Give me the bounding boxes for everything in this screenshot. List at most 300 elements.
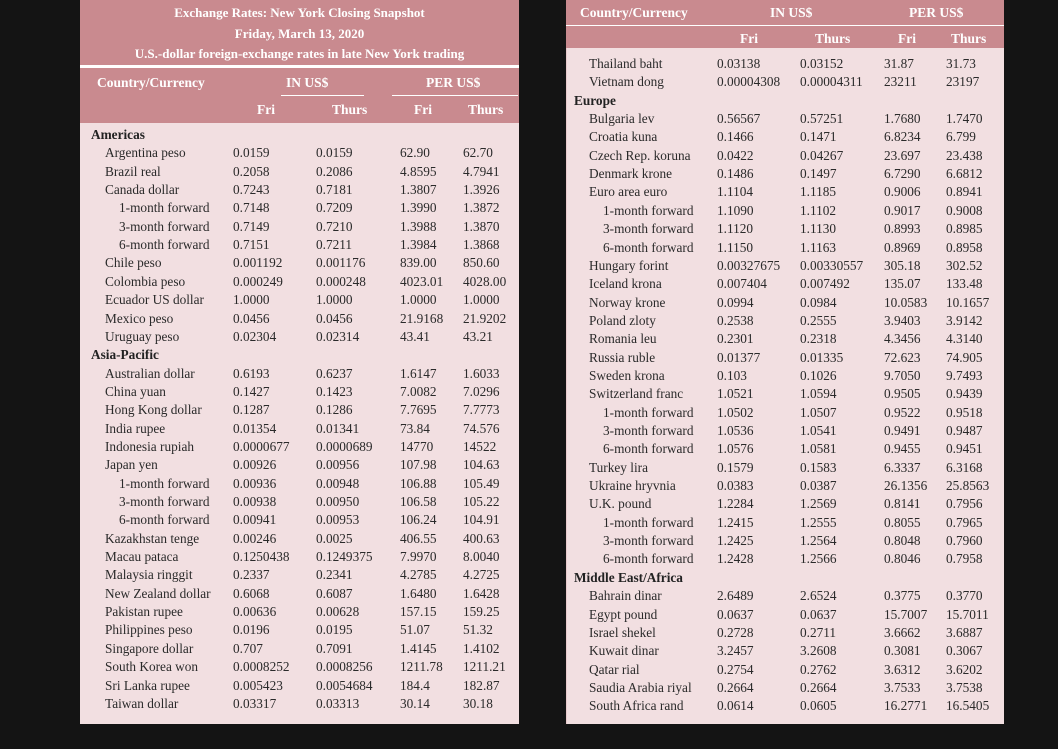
in-usd-thurs-cell: 0.0025 [316,530,353,546]
per-usd-fri-cell: 0.3081 [884,643,921,659]
in-usd-thurs-cell: 0.2555 [800,312,837,328]
per-usd-thurs-cell: 105.49 [463,475,500,491]
per-usd-thurs-cell: 3.6887 [946,624,983,640]
per-usd-fri-cell: 1211.78 [400,659,443,675]
country-currency-cell: Ukraine hryvnia [589,478,676,494]
in-usd-thurs-cell: 0.00330557 [800,257,864,273]
in-usd-thurs-cell: 0.007492 [800,276,850,292]
in-usd-fri-cell: 1.0536 [717,423,754,438]
per-usd-fri-cell: 62.90 [400,145,430,161]
table-row [80,163,519,181]
in-usd-fri-cell: 1.2284 [717,496,754,512]
country-currency-cell: Colombia peso [105,273,186,289]
per-usd-thurs-cell: 51.32 [463,622,493,638]
per-usd-fri-cell: 0.9505 [884,386,921,402]
in-usd-fri-cell: 0.56567 [717,111,761,127]
header-in-thurs: Thurs [332,102,368,117]
per-usd-fri-cell: 1.0000 [400,292,437,308]
section-label: Americas [91,127,145,142]
country-currency-cell: 6-month forward [603,239,694,255]
per-usd-fri-cell: 839.00 [400,255,437,271]
per-usd-fri-cell: 7.9970 [400,549,437,565]
in-usd-fri-cell: 0.005423 [233,677,283,693]
in-usd-fri-cell: 0.6068 [233,585,270,601]
per-usd-thurs-cell: 0.3067 [946,643,983,659]
per-usd-fri-cell: 0.9455 [884,441,921,457]
in-usd-thurs-cell: 0.0387 [800,478,837,494]
per-usd-fri-cell: 9.7050 [884,367,921,383]
country-currency-cell: U.K. pound [589,496,652,512]
country-currency-cell: Switzerland franc [589,386,684,402]
in-usd-fri-cell: 0.7149 [233,218,270,234]
in-usd-thurs-cell: 0.1249375 [316,549,373,565]
country-currency-cell: New Zealand dollar [105,585,211,601]
in-usd-thurs-cell: 0.0000689 [316,438,373,454]
in-usd-thurs-cell: 0.0605 [800,698,837,714]
country-currency-cell: Saudia Arabia riyal [589,679,692,695]
per-usd-thurs-cell: 0.9487 [946,423,983,438]
in-usd-thurs-cell: 1.1102 [800,202,837,218]
table-row [80,144,519,162]
per-usd-fri-cell: 23.697 [884,147,921,163]
table-row [80,291,519,309]
table-row [80,383,519,401]
table-row [567,495,1004,513]
table-header [80,68,519,123]
in-usd-thurs-cell: 0.7181 [316,182,353,198]
table-row [567,110,1004,128]
per-usd-thurs-cell: 7.0296 [463,383,500,399]
header-in-usd: IN US$ [770,5,813,20]
country-currency-cell: Bahrain dinar [589,588,662,604]
in-usd-thurs-cell: 2.6524 [800,588,837,604]
in-usd-fri-cell: 1.1090 [717,202,754,218]
per-usd-fri-cell: 1.3807 [400,182,437,198]
in-usd-thurs-cell: 1.1163 [800,239,837,255]
per-usd-fri-cell: 14770 [400,438,434,454]
table-row [567,183,1004,201]
in-usd-fri-cell: 0.1486 [717,166,754,182]
per-usd-thurs-cell: 1.3868 [463,237,500,253]
in-usd-thurs-cell: 0.2711 [800,624,837,640]
in-usd-fri-cell: 1.0000 [233,292,270,308]
table-row [567,165,1004,183]
header-per-usd: PER US$ [426,75,481,90]
in-usd-fri-cell: 0.0456 [233,310,270,326]
country-currency-cell: Euro area euro [589,184,668,200]
per-usd-thurs-cell: 74.576 [463,420,500,436]
per-usd-fri-cell: 43.41 [400,328,430,344]
per-usd-fri-cell: 21.9168 [400,310,444,326]
country-currency-cell: Pakistan rupee [105,604,183,620]
table-row [567,422,1004,440]
country-currency-cell: 6-month forward [603,441,694,457]
section-header [80,126,519,144]
in-usd-fri-cell: 0.00941 [233,512,277,528]
table-row [80,548,519,566]
table-row [80,273,519,291]
per-usd-fri-cell: 1.3990 [400,200,437,216]
per-usd-thurs-cell: 21.9202 [463,310,507,326]
per-usd-fri-cell: 73.84 [400,420,430,436]
table-row [567,55,1004,73]
in-usd-fri-cell: 0.01377 [717,349,761,365]
in-usd-fri-cell: 0.001192 [233,255,283,271]
table-row [80,420,519,438]
in-usd-thurs-cell: 0.1471 [800,129,837,145]
per-usd-thurs-cell: 159.25 [463,604,500,620]
per-usd-fri-cell: 0.8046 [884,551,921,567]
per-usd-thurs-cell: 1.3872 [463,200,500,216]
table-row [567,550,1004,568]
header-in-thurs: Thurs [815,31,851,46]
in-usd-fri-cell: 0.0383 [717,478,754,494]
in-usd-fri-cell: 0.7148 [233,200,270,216]
table-row [80,511,519,529]
per-usd-fri-cell: 1.7680 [884,111,921,127]
per-usd-thurs-cell: 850.60 [463,255,500,271]
header-in-fri: Fri [257,102,275,117]
in-usd-thurs-cell: 0.0637 [800,606,837,622]
table-body [80,123,519,724]
country-currency-cell: Egypt pound [589,606,658,622]
in-usd-fri-cell: 0.0637 [717,606,754,622]
per-usd-thurs-cell: 1.7470 [946,111,983,127]
in-usd-fri-cell: 0.1287 [233,402,270,418]
country-currency-cell: Russia ruble [589,349,656,365]
in-usd-thurs-cell: 1.2566 [800,551,837,567]
in-usd-fri-cell: 0.6193 [233,365,270,381]
country-currency-cell: Australian dollar [105,365,195,381]
per-usd-thurs-cell: 74.905 [946,349,983,365]
in-usd-thurs-cell: 0.04267 [800,147,844,163]
in-usd-fri-cell: 0.2058 [233,163,270,179]
table-row [567,275,1004,293]
table-row [80,475,519,493]
table-title-block [80,0,519,65]
table-row [80,530,519,548]
table-row [567,514,1004,532]
per-usd-fri-cell: 30.14 [400,695,430,711]
per-usd-thurs-cell: 1211.21 [463,659,506,675]
per-usd-thurs-cell: 1.4102 [463,640,500,656]
per-usd-fri-cell: 15.7007 [884,606,928,622]
per-usd-thurs-cell: 0.8985 [946,221,983,237]
table-row [80,640,519,658]
table-row [567,73,1004,91]
in-usd-fri-cell: 0.1579 [717,459,754,475]
per-usd-thurs-cell: 105.22 [463,494,500,509]
in-usd-thurs-cell: 0.7209 [316,200,353,216]
per-usd-thurs-cell: 0.8941 [946,184,983,200]
country-currency-cell: 3-month forward [603,533,694,549]
header-per-thurs: Thurs [951,31,987,46]
in-usd-fri-cell: 1.0576 [717,441,754,457]
per-usd-fri-cell: 1.3984 [400,237,437,253]
in-usd-thurs-cell: 0.2318 [800,331,837,347]
per-usd-thurs-cell: 3.6202 [946,661,983,677]
in-usd-thurs-cell: 0.001176 [316,255,366,271]
in-usd-fri-cell: 0.2664 [717,679,754,695]
country-currency-cell: 3-month forward [603,423,694,438]
per-usd-thurs-cell: 133.48 [946,276,983,292]
country-currency-cell: Sri Lanka rupee [105,677,190,693]
per-usd-fri-cell: 6.7290 [884,166,921,182]
header-per-thurs: Thurs [468,102,504,117]
per-usd-thurs-cell: 6.799 [946,129,976,145]
country-currency-cell: Thailand baht [589,56,663,71]
header-per-fri: Fri [414,102,432,117]
in-usd-fri-cell: 1.1104 [717,184,754,200]
table-row [80,493,519,511]
country-currency-cell: 1-month forward [603,404,694,420]
header-per-usd: PER US$ [909,5,964,20]
section-label: Asia-Pacific [91,347,159,363]
table-row [567,312,1004,330]
country-currency-cell: Croatia kuna [589,129,658,145]
per-usd-thurs-cell: 1.3926 [463,182,500,198]
in-usd-fri-cell: 1.0502 [717,404,754,420]
in-usd-thurs-cell: 0.1497 [800,166,837,182]
per-usd-thurs-cell: 0.7956 [946,496,983,512]
in-usd-thurs-cell: 1.2569 [800,496,837,512]
in-usd-fri-cell: 0.7243 [233,182,270,198]
table-row [80,199,519,217]
country-currency-cell: Canada dollar [105,182,180,198]
in-usd-thurs-cell: 0.6087 [316,585,353,601]
table-row [80,236,519,254]
per-usd-thurs-cell: 23197 [946,74,980,90]
table-row [567,147,1004,165]
country-currency-cell: Bulgaria lev [589,111,655,127]
in-usd-thurs-cell: 1.0000 [316,292,353,308]
in-usd-thurs-cell: 1.0541 [800,423,837,438]
in-usd-thurs-cell: 0.2086 [316,163,353,179]
country-currency-cell: Romania leu [589,331,657,347]
country-currency-cell: Kazakhstan tenge [105,530,200,546]
table-row [80,677,519,695]
table-row [80,401,519,419]
country-currency-cell: 1-month forward [119,475,210,491]
table-row [80,585,519,603]
in-usd-fri-cell: 2.6489 [717,588,754,604]
table-row [80,658,519,676]
table-row [567,202,1004,220]
in-usd-fri-cell: 0.2301 [717,331,754,347]
per-usd-thurs-cell: 25.8563 [946,478,990,494]
in-usd-rule [281,95,364,96]
country-currency-cell: Sweden krona [589,367,665,383]
per-usd-thurs-cell: 23.438 [946,147,983,163]
table-row [567,404,1004,422]
header-rule [566,25,1004,26]
header-country-currency: Country/Currency [580,5,688,20]
per-usd-thurs-cell: 9.7493 [946,367,983,383]
table-row [80,621,519,639]
in-usd-fri-cell: 0.03138 [717,56,761,71]
per-usd-fri-cell: 3.9403 [884,312,921,328]
per-usd-fri-cell: 7.7695 [400,402,437,418]
in-usd-fri-cell: 0.2728 [717,624,754,640]
per-usd-thurs-cell: 3.7538 [946,679,983,695]
per-usd-thurs-cell: 4028.00 [463,273,507,289]
table-row [80,438,519,456]
per-usd-fri-cell: 23211 [884,74,917,90]
in-usd-fri-cell: 0.0994 [717,294,754,310]
header-per-fri: Fri [898,31,916,46]
in-usd-thurs-cell: 0.01341 [316,420,360,436]
in-usd-thurs-cell: 0.0984 [800,294,837,310]
per-usd-fri-cell: 406.55 [400,530,437,546]
per-usd-fri-cell: 157.15 [400,604,437,620]
country-currency-cell: Philippines peso [105,622,193,638]
country-currency-cell: Chile peso [105,255,162,271]
per-usd-thurs-cell: 0.9439 [946,386,983,402]
per-usd-fri-cell: 0.8048 [884,533,921,549]
table-row [567,459,1004,477]
in-usd-fri-cell: 0.1250438 [233,549,290,565]
per-usd-thurs-cell: 0.9451 [946,441,983,457]
per-usd-fri-cell: 1.6480 [400,585,437,601]
in-usd-thurs-cell: 3.2608 [800,643,837,659]
table-row [567,367,1004,385]
in-usd-fri-cell: 0.1427 [233,383,270,399]
country-currency-cell: Iceland krona [589,276,662,292]
per-usd-fri-cell: 1.3988 [400,218,437,234]
table-row [567,532,1004,550]
in-usd-fri-cell: 0.00636 [233,604,277,620]
in-usd-fri-cell: 0.0196 [233,622,270,638]
in-usd-fri-cell: 0.00926 [233,457,277,473]
in-usd-thurs-cell: 0.0456 [316,310,353,326]
country-currency-cell: Turkey lira [589,459,648,475]
country-currency-cell: Uruguay peso [105,328,180,344]
country-currency-cell: Denmark krone [589,166,673,182]
per-usd-thurs-cell: 43.21 [463,328,493,344]
country-currency-cell: 3-month forward [119,218,210,234]
in-usd-fri-cell: 1.1150 [717,239,754,255]
country-currency-cell: Kuwait dinar [589,643,659,659]
per-usd-fri-cell: 4.3456 [884,331,921,347]
country-currency-cell: 1-month forward [603,514,694,530]
per-usd-thurs-cell: 62.70 [463,145,493,161]
per-usd-fri-cell: 4.2785 [400,567,437,583]
in-usd-thurs-cell: 1.2564 [800,533,837,549]
country-currency-cell: South Africa rand [589,698,684,714]
in-usd-fri-cell: 0.00004308 [717,74,781,90]
per-usd-fri-cell: 31.87 [884,56,914,71]
per-usd-fri-cell: 6.3337 [884,459,921,475]
country-currency-cell: 6-month forward [119,237,210,253]
in-usd-fri-cell: 0.00936 [233,475,277,491]
section-label: Europe [574,92,616,108]
country-currency-cell: Indonesia rupiah [105,438,194,454]
per-usd-thurs-cell: 0.3770 [946,588,983,604]
per-usd-thurs-cell: 0.7960 [946,533,983,549]
table-row [567,661,1004,679]
table-row [567,220,1004,238]
per-usd-fri-cell: 107.98 [400,457,437,473]
table-row [567,624,1004,642]
in-usd-thurs-cell: 0.00004311 [800,74,863,90]
country-currency-cell: Argentina peso [105,145,186,161]
country-currency-cell: 6-month forward [603,551,694,567]
per-usd-thurs-cell: 3.9142 [946,312,983,328]
in-usd-thurs-cell: 0.03152 [800,56,844,71]
in-usd-fri-cell: 0.0614 [717,698,754,714]
in-usd-thurs-cell: 0.00953 [316,512,360,528]
country-currency-cell: Norway krone [589,294,666,310]
in-usd-fri-cell: 0.007404 [717,276,767,292]
in-usd-fri-cell: 0.00246 [233,530,277,546]
country-currency-cell: 6-month forward [119,512,210,528]
table-row [567,294,1004,312]
table-row [567,642,1004,660]
in-usd-fri-cell: 0.0000677 [233,438,290,454]
country-currency-cell: India rupee [105,420,166,436]
in-usd-fri-cell: 0.000249 [233,273,283,289]
in-usd-thurs-cell: 1.1130 [800,221,837,237]
per-usd-fri-cell: 135.07 [884,276,921,292]
table-row [567,587,1004,605]
per-usd-thurs-cell: 1.0000 [463,292,500,308]
per-usd-thurs-cell: 31.73 [946,56,976,71]
per-usd-fri-cell: 106.58 [400,494,437,509]
per-usd-thurs-cell: 30.18 [463,695,493,711]
per-usd-fri-cell: 184.4 [400,677,430,693]
table-row [567,477,1004,495]
in-usd-fri-cell: 0.707 [233,640,263,656]
per-usd-thurs-cell: 4.2725 [463,567,500,583]
section-header [567,569,1004,587]
table-title: Exchange Rates: New York Closing Snapshot [174,5,425,20]
per-usd-fri-cell: 1.4145 [400,640,437,656]
table-row [80,181,519,199]
country-currency-cell: Poland zloty [589,312,656,328]
in-usd-thurs-cell: 0.00956 [316,457,360,473]
per-usd-thurs-cell: 15.7011 [946,606,989,622]
section-label: Middle East/Africa [574,569,683,585]
section-header [567,92,1004,110]
per-usd-thurs-cell: 6.3168 [946,459,983,475]
table-body [566,48,1004,724]
header-country-currency: Country/Currency [97,75,205,90]
per-usd-thurs-cell: 104.63 [463,457,500,473]
per-usd-fri-cell: 10.0583 [884,294,928,310]
per-usd-thurs-cell: 8.0040 [463,549,500,565]
in-usd-thurs-cell: 0.57251 [800,111,844,127]
per-usd-thurs-cell: 1.6033 [463,365,500,381]
per-usd-thurs-cell: 0.8958 [946,239,983,255]
in-usd-thurs-cell: 0.00948 [316,475,360,491]
in-usd-thurs-cell: 0.1423 [316,383,353,399]
per-usd-fri-cell: 0.9491 [884,423,921,438]
per-usd-fri-cell: 4023.01 [400,273,444,289]
in-usd-fri-cell: 0.00327675 [717,257,781,273]
per-usd-thurs-cell: 104.91 [463,512,500,528]
per-usd-rule [392,95,518,96]
per-usd-fri-cell: 26.1356 [884,478,928,494]
in-usd-fri-cell: 1.0521 [717,386,754,402]
per-usd-thurs-cell: 302.52 [946,257,983,273]
per-usd-thurs-cell: 4.7941 [463,163,500,179]
table-row [80,310,519,328]
per-usd-thurs-cell: 10.1657 [946,294,990,310]
table-row [80,365,519,383]
in-usd-thurs-cell: 0.0008256 [316,659,373,675]
per-usd-fri-cell: 0.3775 [884,588,921,604]
country-currency-cell: Japan yen [105,457,158,473]
